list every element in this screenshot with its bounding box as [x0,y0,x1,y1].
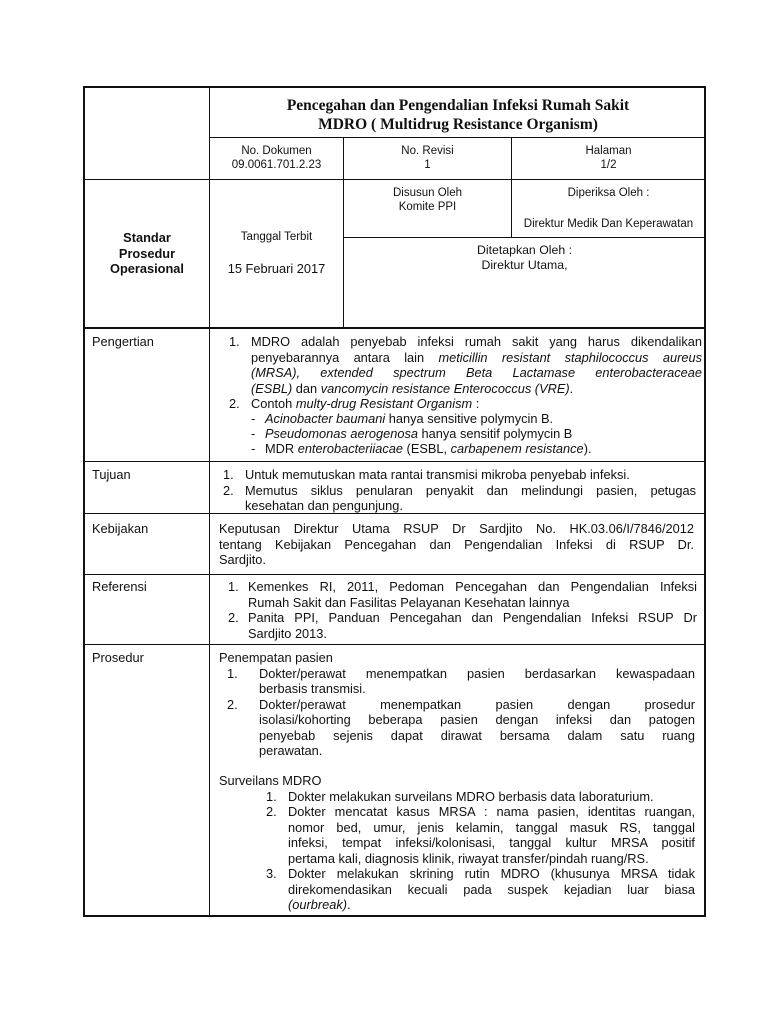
prepared-by-value: Komite PPI [398,201,457,213]
text-line: Dokter mencatat kasus MRSA : nama pasien, identitas ruangan, [288,804,695,819]
revision-cell [344,144,511,172]
sop-label-line: Standar [123,230,171,245]
text-line: tentang Kebijakan Pencegahan dan Pengendalian Infeksi di RSUP Dr. [219,536,694,552]
subsection-title-surveillance: Surveilans MDRO [219,773,322,788]
text-line [251,381,702,397]
kebijakan-content [219,521,694,568]
divider [209,137,706,138]
list-item [265,441,592,457]
approved-by-cell [344,243,705,272]
text-line: kesehatan dan pengunjung. [245,498,403,513]
issue-date-cell [210,230,343,277]
approved-by-label: Ditetapkan Oleh : [476,243,572,257]
list-item [245,483,696,514]
divider [83,574,706,575]
text-line: Dokter/perawat menempatkan pasien berdasarkan kewaspadaan [259,665,695,681]
text-line: Sardjito. [219,552,266,567]
border-top [83,86,706,88]
text-line: Dokter melakukan skrining rutin MDRO (khusunya MRSA tidak [288,866,695,881]
text-line: pertama kali, diagnosis klinik, riwayat transfer/pindah ruang/RS. [288,850,649,866]
text-span: hanya sensitif polymycin B [417,426,573,441]
list-number: 1. [266,788,277,804]
page-label: Halaman [585,145,632,157]
divider [209,327,210,916]
text-span: : [472,396,480,411]
section-label-referensi: Referensi [92,579,147,594]
text-span: meticillin resistant staphilococcus aureus [438,349,702,365]
text-line: perawatan. [259,743,323,758]
text-span: (ESBL, [403,441,451,456]
list-number: 1. [228,579,239,594]
divider [83,179,706,180]
text-span: vancomycin resistance Enterococcus (VRE) [320,380,570,396]
dash-bullet: - [251,411,256,426]
text-line: isolasi/kohorting beberapa pasien dengan infeksi dan patogen [259,712,695,727]
sop-label-line: Operasional [110,261,184,276]
page-value: 1/2 [600,159,617,171]
list-number: 2. [223,482,234,498]
text-span: penyebarannya antara lain [251,349,439,365]
section-label-kebijakan: Kebijakan [92,521,149,536]
text-line: nomor bed, umur, jenis kelamin, tanggal masuk RS, tanggal [288,819,695,835]
list-item [251,334,702,396]
list-item [259,697,695,759]
border-left [83,86,85,917]
list-item [259,666,695,697]
text-line [288,897,695,913]
dash-bullet: - [251,441,256,456]
section-label-tujuan: Tujuan [92,467,131,482]
list-item [248,610,697,641]
divider [83,327,706,329]
text-line: infeksi, tempat infeksi/kolonisasi, tanggal kultur MRSA positif [288,835,695,850]
text-span: ). [583,441,592,456]
text-span: Pseudomonas aerogenosa [265,426,418,441]
document-title [210,96,706,134]
list-number: 1. [229,334,240,349]
approved-by-value: Direktur Utama, [481,257,568,272]
revision-value: 1 [424,159,431,171]
sop-label [85,230,209,277]
text-line: direkomendasikan kecuali pada suspek kejadian luar biasa [288,881,695,897]
issue-date-value: 15 Februari 2017 [227,261,326,276]
list-number: 2. [229,396,240,411]
text-span: . [347,897,351,912]
sop-label-line: Prosedur [118,245,176,261]
text-span: (ourbreak) [288,897,348,912]
list-number: 2. [227,696,238,712]
list-number: 1. [223,467,234,482]
text-line: penyebab sejenis dapat dirawat bersama dalam satu ruang [259,727,695,743]
text-line: Memutus siklus penularan penyakit dan melindungi pasien, petugas [245,482,696,498]
list-number: 2. [266,804,277,819]
text-span: (ESBL) [251,380,293,396]
list-item [288,866,695,913]
title-line-1: Pencegahan dan Pengendalian Infeksi Rumah Sakit [286,97,630,114]
divider [83,461,706,462]
prepared-by-cell [344,186,511,214]
text-span: dan [292,380,321,396]
text-line: Dokter/perawat menempatkan pasien dengan prosedur [259,696,695,712]
text-span: MDR [265,441,298,456]
text-line [251,365,702,381]
text-span: . [569,380,574,396]
page-cell [512,144,705,172]
list-item [265,426,572,442]
list-item: Untuk memutuskan mata rantai transmisi mikroba penyebab infeksi. [245,467,630,482]
dash-bullet: - [251,426,256,441]
text-span: multy-drug Resistant Organism [295,396,473,411]
text-line: Kemenkes RI, 2011, Pedoman Pencegahan dan Pengendalian Infeksi [248,579,697,594]
prepared-by-label: Disusun Oleh [392,187,463,199]
list-item [288,804,695,866]
text-line: berbasis transmisi. [259,681,366,696]
doc-number-value: 09.0061.701.2.23 [231,159,322,171]
title-line-2: MDRO ( Multidrug Resistance Organism) [318,116,598,133]
text-span: hanya sensitive polymycin B. [385,411,554,426]
divider [83,644,706,645]
divider [343,237,706,238]
text-span: Contoh [251,396,296,411]
section-label-pengertian: Pengertian [92,334,154,349]
text-line: Keputusan Direktur Utama RSUP Dr Sardjito No. HK.03.06/I/7846/2012 [219,521,694,536]
list-item [265,411,553,427]
checked-by-cell [512,186,705,231]
section-label-prosedur: Prosedur [92,650,144,665]
text-span: carbapenem resistance [450,441,584,456]
list-number: 1. [227,665,238,681]
subsection-title-placement: Penempatan pasien [219,650,333,665]
text-line [251,350,702,366]
revision-label: No. Revisi [401,145,454,157]
list-item [251,396,702,412]
list-number: 2. [228,610,239,625]
text-span: Acinobacter baumani [265,411,386,426]
text-line: Rumah Sakit dan Fasilitas Pelayanan Kesehatan lainnya [248,594,570,610]
checked-by-label: Diperiksa Oleh : [567,187,650,199]
border-bottom [83,915,706,917]
list-item [248,579,697,610]
list-item: Dokter melakukan surveilans MDRO berbasis data laboraturium. [288,788,654,804]
text-line: Sardjito 2013. [248,625,327,641]
text-span: (MRSA), extended spectrum Beta Lactamase enterobacteraceae [251,365,702,380]
issue-date-label: Tanggal Terbit [240,231,313,243]
doc-number-cell [210,144,343,172]
text-span: enterobacteriiacae [297,441,403,456]
text-line: Panita PPI, Panduan Pencegahan dan Pengendalian Infeksi RSUP Dr [248,610,697,625]
doc-number-label: No. Dokumen [241,145,312,157]
prosedur-content [219,650,697,912]
list-number: 3. [266,866,277,881]
checked-by-value: Direktur Medik Dan Keperawatan [523,218,694,230]
text-line: MDRO adalah penyebab infeksi rumah sakit yang harus dikendalikan [251,334,702,349]
